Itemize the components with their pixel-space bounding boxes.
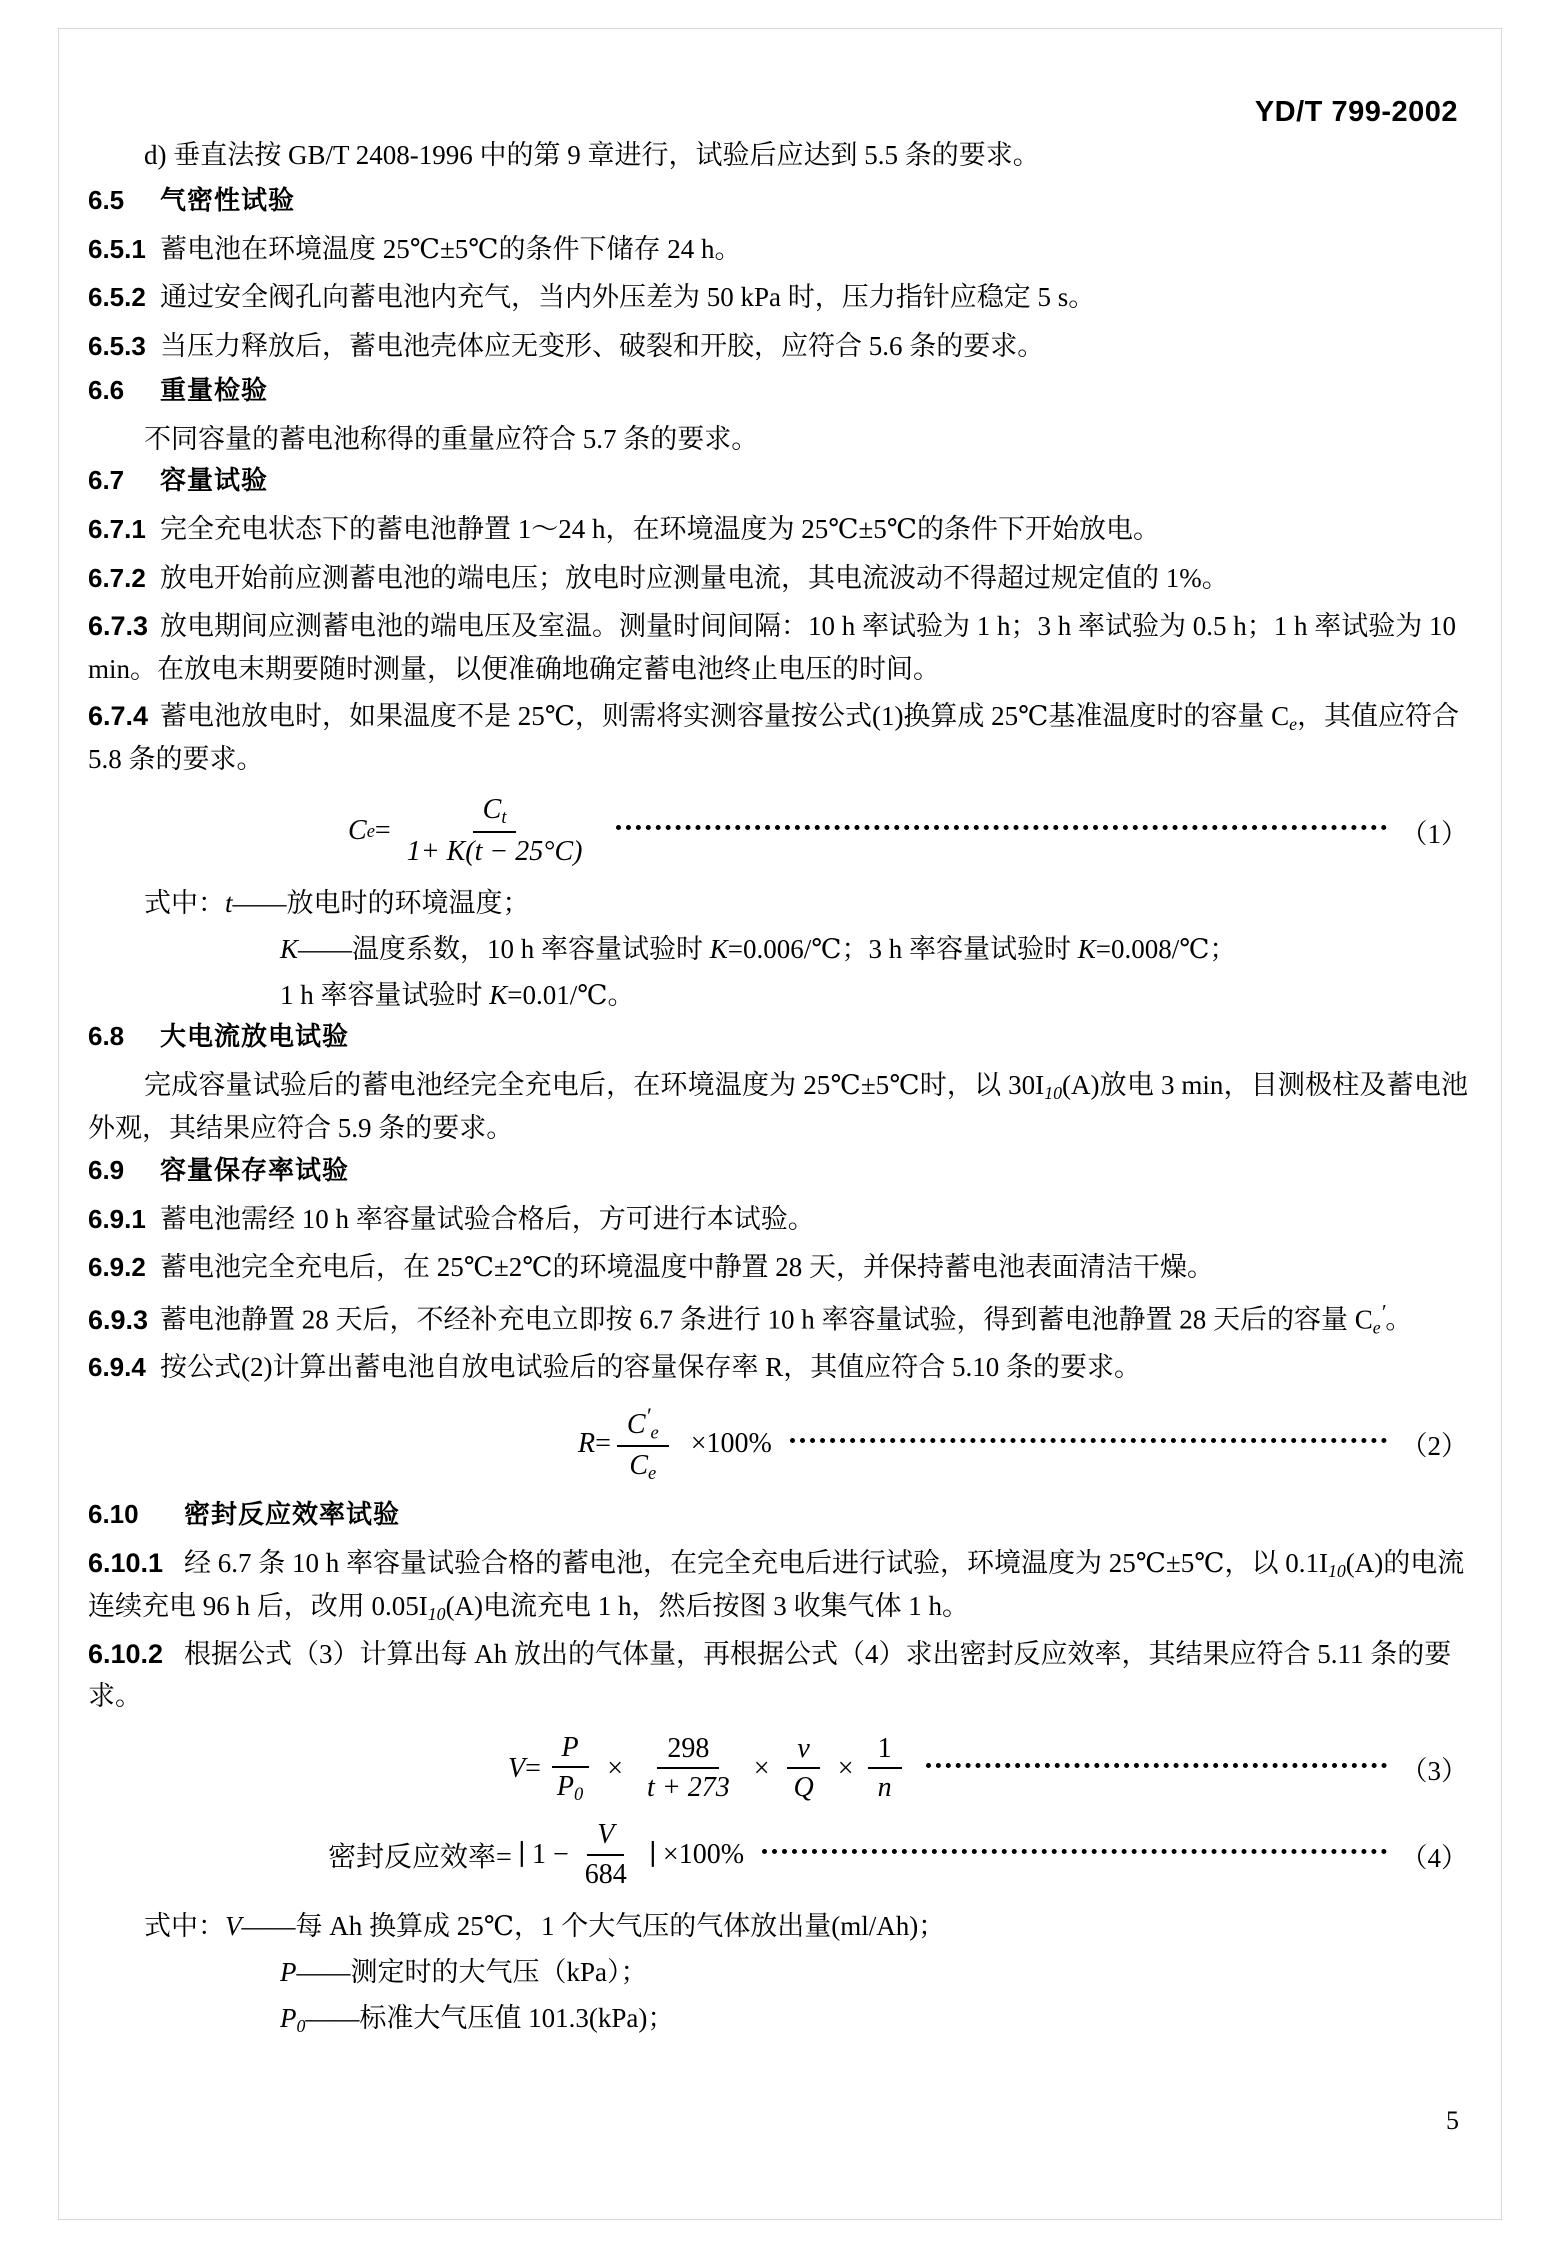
paragraph-6-8-sub: 10 — [1044, 1083, 1062, 1104]
where-1-text-1: 放电时的环境温度； — [286, 888, 530, 919]
clause-6-10-2 — [88, 1633, 1468, 1718]
formula-4-lhs: 密封反应效率= — [328, 1842, 512, 1874]
where-34-line-1 — [88, 1905, 1468, 1947]
formula-3 — [508, 1732, 908, 1806]
formula-4-one: 1 − — [531, 1839, 569, 1871]
heading-6-8-title: 大电流放电试验 — [160, 1021, 350, 1052]
heading-6-6-title: 重量检验 — [160, 374, 269, 405]
clause-6-5-3-number: 6.5.3 — [88, 331, 146, 362]
formula-4 — [328, 1819, 744, 1890]
formula-2-leader-dots — [790, 1437, 1387, 1443]
formula-4-numerator: V — [587, 1819, 624, 1855]
list-item-d-marker: d) — [144, 140, 167, 170]
where-1-v1: =0.006/℃；3 h 率容量试验时 — [727, 934, 1078, 965]
heading-6-5 — [88, 184, 1468, 218]
clause-6-5-3 — [88, 325, 1468, 368]
formula-3-lhs: V — [508, 1752, 526, 1784]
formula-3-t2-den: t + 273 — [647, 1772, 730, 1804]
clause-6-9-4-text: 按公式(2)计算出蓄电池自放电试验后的容量保存率 R，其值应符合 5.10 条的要求。 — [160, 1351, 1141, 1382]
heading-6-6 — [88, 374, 1468, 408]
where-1-label: 式中： — [144, 888, 225, 919]
list-item-d — [88, 133, 1468, 172]
clause-6-5-3-text: 当压力释放后，蓄电池壳体应无变形、破裂和开胶，应符合 5.6 条的要求。 — [160, 331, 1045, 362]
clause-6-5-1-number: 6.5.1 — [88, 233, 146, 264]
formula-3-term-2 — [637, 1733, 740, 1804]
formula-3-number: （3） — [1400, 1756, 1468, 1787]
clause-6-5-1-text: 蓄电池在环境温度 25℃±5℃的条件下储存 24 h。 — [160, 233, 742, 264]
formula-2-number: （2） — [1400, 1431, 1468, 1461]
formula-3-term-1 — [547, 1732, 593, 1806]
formula-2-numerator — [617, 1403, 669, 1448]
formula-2-lhs: R — [578, 1427, 596, 1459]
clause-6-7-3-text: 放电期间应测蓄电池的端电压及室温。测量时间间隔：10 h 率试验为 1 h；3 h 率试验为 0.5 h；1 h 率试验为 10 min。在放电末期要随时测量，以便准确地确定蓄电池终止电压的时间。 — [88, 611, 1456, 684]
formula-2-tail: ×100% — [690, 1427, 772, 1459]
formula-3-t2-num: 298 — [657, 1733, 719, 1769]
heading-6-9-number: 6.9 — [88, 1154, 125, 1185]
heading-6-9 — [88, 1154, 1468, 1188]
formula-2-denominator — [619, 1447, 666, 1484]
formula-3-times-2: × — [753, 1752, 770, 1784]
clause-6-7-4 — [88, 695, 1468, 781]
where-34-dash-1: —— — [241, 1910, 296, 1941]
where-1-k3: K — [489, 980, 508, 1011]
where-1-v2: =0.008/℃； — [1095, 934, 1237, 965]
standard-code-header: YD/T 799-2002 — [1254, 96, 1458, 128]
formula-3-equals: = — [525, 1752, 541, 1784]
where-1-symbol-t: t — [225, 888, 233, 919]
formula-4-bar-open: ∣ — [517, 1840, 526, 1872]
formula-4-fraction — [575, 1819, 637, 1890]
page-number: 5 — [1446, 2106, 1459, 2135]
where-1-v3: =0.01/℃。 — [507, 980, 635, 1011]
where-34-symbol-p0 — [280, 1997, 305, 2041]
formula-1-numerator — [473, 794, 517, 832]
formula-3-row — [88, 1732, 1468, 1806]
formula-3-t4-num: 1 — [868, 1733, 902, 1769]
where-34-symbol-p: P — [280, 1956, 297, 1987]
formula-3-t1-den-sub: 0 — [574, 1784, 584, 1805]
formula-1-lhs: C — [348, 815, 367, 847]
clause-6-10-1 — [88, 1542, 1468, 1628]
formula-4-denominator: 684 — [584, 1858, 627, 1890]
formula-4-tail: ×100% — [662, 1839, 745, 1871]
formula-2-numerator-sub: e — [650, 1421, 659, 1442]
clause-6-5-2 — [88, 276, 1468, 319]
formula-1-row — [88, 794, 1468, 868]
where-1-line-1 — [88, 882, 1468, 924]
formula-1-equals: = — [374, 815, 391, 847]
formula-2-numerator-prime: ′ — [645, 1402, 651, 1428]
clause-6-7-3 — [88, 605, 1468, 690]
heading-6-10-title: 密封反应效率试验 — [184, 1499, 401, 1530]
formula-1-fraction — [397, 794, 593, 868]
where-1-k1: K — [709, 934, 728, 965]
where-34-text-2: 测定时的大气压（kPa）； — [350, 1956, 648, 1987]
formula-4-row — [88, 1819, 1468, 1890]
clause-6-9-3-sub: e — [1372, 1317, 1381, 1338]
clause-6-9-3-text-a: 蓄电池静置 28 天后，不经补充电立即按 6.7 条进行 10 h 率容量试验，得到蓄电池静置 28 天后的容量 C — [160, 1304, 1373, 1335]
formula-1-number: （1） — [1400, 818, 1468, 849]
clause-6-10-1-sub-b: 10 — [427, 1604, 446, 1625]
where-1-dash-2: —— — [298, 934, 353, 965]
clause-6-7-3-number: 6.7.3 — [88, 611, 149, 642]
clause-6-10-1-sub-a: 10 — [1327, 1561, 1346, 1582]
clause-6-9-3-text-b: 。 — [1385, 1304, 1413, 1335]
clause-6-9-1-number: 6.9.1 — [88, 1203, 146, 1234]
formula-3-t3-den: Q — [793, 1772, 814, 1804]
page-content — [88, 96, 1468, 2045]
formula-1 — [348, 794, 598, 868]
where-34-symbol-p0-sym: P — [280, 2003, 297, 2034]
clause-6-5-2-text: 通过安全阀孔向蓄电池内充气，当内外压差为 50 kPa 时，压力指针应稳定 5 s。 — [160, 282, 1096, 313]
where-1-symbol-k: K — [280, 934, 299, 965]
clause-6-10-1-number: 6.10.1 — [88, 1548, 164, 1579]
clause-6-9-1-text: 蓄电池需经 10 h 率容量试验合格后，方可进行本试验。 — [160, 1203, 815, 1234]
where-1-text-2a: 温度系数，10 h 率容量试验时 — [352, 934, 710, 965]
clause-6-7-2-text: 放电开始前应测蓄电池的端电压；放电时应测量电流，其电流波动不得超过规定值的 1%。 — [160, 562, 1229, 593]
heading-6-8 — [88, 1020, 1468, 1054]
heading-6-7-number: 6.7 — [88, 465, 125, 496]
clause-6-10-2-text: 根据公式（3）计算出每 Ah 放出的气体量，再根据公式（4）求出密封反应效率，其结果应符合 5.11 条的要求。 — [88, 1638, 1452, 1712]
paragraph-6-8-a: 完成容量试验后的蓄电池经完全充电后，在环境温度为 25℃±5℃时，以 30I — [144, 1070, 1045, 1101]
where-1-text-2 — [352, 928, 1468, 970]
clause-6-9-2 — [88, 1246, 1468, 1289]
clause-6-7-4-sub: e — [1289, 713, 1298, 734]
formula-2-denominator-sym: C — [629, 1450, 649, 1482]
heading-6-10-number: 6.10 — [88, 1499, 139, 1530]
clause-6-7-4-text-a: 蓄电池放电时，如果温度不是 25℃，则需将实测容量按公式(1)换算成 25℃基准温度时的容量 C — [160, 700, 1290, 731]
clause-6-9-4 — [88, 1346, 1468, 1389]
clause-6-9-3 — [88, 1295, 1468, 1342]
formula-3-t1-num: P — [552, 1732, 589, 1768]
formula-3-leader-dots — [926, 1762, 1387, 1768]
formula-3-term-4 — [868, 1733, 902, 1804]
clause-6-7-4-text-b: ，其值应符合 5.8 条的要求。 — [88, 700, 1460, 774]
heading-6-9-title: 容量保存率试验 — [160, 1154, 350, 1185]
where-1-text-3 — [280, 974, 1468, 1016]
formula-2-row — [88, 1403, 1468, 1485]
formula-4-number: （4） — [1400, 1842, 1468, 1873]
clause-6-9-3-prime: ′ — [1380, 1300, 1386, 1325]
where-34-symbol-v: V — [225, 1910, 242, 1941]
clause-6-7-4-number: 6.7.4 — [88, 700, 149, 731]
formula-1-lhs-sub: e — [366, 820, 375, 841]
where-1-k2: K — [1077, 934, 1096, 965]
formula-3-times-1: × — [607, 1752, 624, 1784]
heading-6-7-title: 容量试验 — [160, 465, 269, 496]
paragraph-6-8-b: (A)放电 3 min，目测极柱及蓄电池外观，其结果应符合 5.9 条的要求。 — [88, 1070, 1469, 1144]
clause-6-9-4-number: 6.9.4 — [88, 1351, 146, 1382]
where-34-dash-2: —— — [296, 1956, 351, 1987]
formula-1-numerator-sub: t — [501, 807, 507, 828]
where-1-line-2 — [88, 928, 1468, 970]
clause-6-9-1 — [88, 1198, 1468, 1241]
formula-2-numerator-sym: C — [626, 1408, 646, 1440]
heading-6-6-number: 6.6 — [88, 374, 125, 405]
formula-2-fraction — [617, 1403, 669, 1485]
clause-6-5-1 — [88, 228, 1468, 271]
clause-6-7-1-number: 6.7.1 — [88, 514, 146, 545]
formula-1-leader-dots — [616, 824, 1386, 830]
paragraph-6-8 — [88, 1064, 1468, 1150]
where-34-symbol-p0-sub: 0 — [296, 2016, 306, 2037]
heading-6-5-title: 气密性试验 — [160, 185, 296, 215]
formula-3-term-3 — [784, 1733, 824, 1804]
formula-2 — [578, 1403, 772, 1485]
clause-6-10-1-text-b: (A)的电流连续充电 96 h 后，改用 0.05I — [88, 1548, 1465, 1622]
formula-4-leader-dots — [762, 1848, 1386, 1854]
clause-6-5-2-number: 6.5.2 — [88, 282, 146, 313]
clause-6-7-1 — [88, 508, 1468, 551]
clause-6-10-1-text-a: 经 6.7 条 10 h 率容量试验合格的蓄电池，在完全充电后进行试验，环境温度为 25℃±5℃，以 0.1I — [184, 1548, 1328, 1579]
where-1-dash-1: —— — [232, 888, 287, 919]
where-1-line-3 — [88, 974, 1468, 1016]
heading-6-5-number: 6.5 — [88, 185, 125, 215]
formula-1-numerator-sym: C — [482, 794, 502, 826]
formula-3-t1-den-sym: P — [556, 1771, 575, 1803]
formula-1-where-block — [88, 882, 1468, 1016]
clause-6-9-2-number: 6.9.2 — [88, 1252, 146, 1283]
formula-1-denominator: 1+ K(t − 25°C) — [406, 835, 583, 867]
paragraph-6-6: 不同容量的蓄电池称得的重量应符合 5.7 条的要求。 — [144, 423, 759, 454]
clause-6-9-3-number: 6.9.3 — [88, 1304, 149, 1335]
formula-2-denominator-sub: e — [648, 1463, 657, 1484]
where-34-line-3 — [88, 1997, 1468, 2041]
clause-6-7-2-number: 6.7.2 — [88, 562, 146, 593]
clause-6-7-2 — [88, 557, 1468, 600]
list-item-d-text: 垂直法按 GB/T 2408-1996 中的第 9 章进行，试验后应达到 5.5 条的要求。 — [173, 140, 1040, 170]
formula-3-times-3: × — [837, 1752, 854, 1784]
where-1-text-3a: 1 h 率容量试验时 — [280, 980, 490, 1011]
heading-6-7 — [88, 464, 1468, 498]
formula-3-t4-den: n — [877, 1772, 892, 1804]
heading-6-10 — [88, 1498, 1468, 1532]
heading-6-8-number: 6.8 — [88, 1021, 125, 1052]
where-34-text-1: 每 Ah 换算成 25℃，1 个大气压的气体放出量(ml/Ah)； — [295, 1910, 946, 1941]
where-34-line-2 — [88, 1951, 1468, 1993]
formula-3-t1-den — [547, 1768, 593, 1805]
formula-2-equals: = — [595, 1427, 611, 1459]
where-34-label: 式中： — [144, 1910, 225, 1941]
clause-6-10-2-number: 6.10.2 — [88, 1638, 164, 1669]
formula-4-bar-close: ∣ — [648, 1840, 657, 1872]
formula-34-where-block — [88, 1905, 1468, 2041]
clause-6-7-1-text: 完全充电状态下的蓄电池静置 1～24 h，在环境温度为 25℃±5℃的条件下开始放电。 — [160, 514, 1160, 545]
formula-3-t3-num: v — [787, 1733, 819, 1769]
clause-6-9-2-text: 蓄电池完全充电后，在 25℃±2℃的环境温度中静置 28 天，并保持蓄电池表面清洁干燥。 — [160, 1252, 1214, 1283]
where-34-text-3: 标准大气压值 101.3(kPa)； — [359, 2003, 675, 2034]
where-34-dash-3: —— — [305, 2003, 360, 2034]
clause-6-10-1-text-c: (A)电流充电 1 h，然后按图 3 收集气体 1 h。 — [445, 1591, 970, 1622]
